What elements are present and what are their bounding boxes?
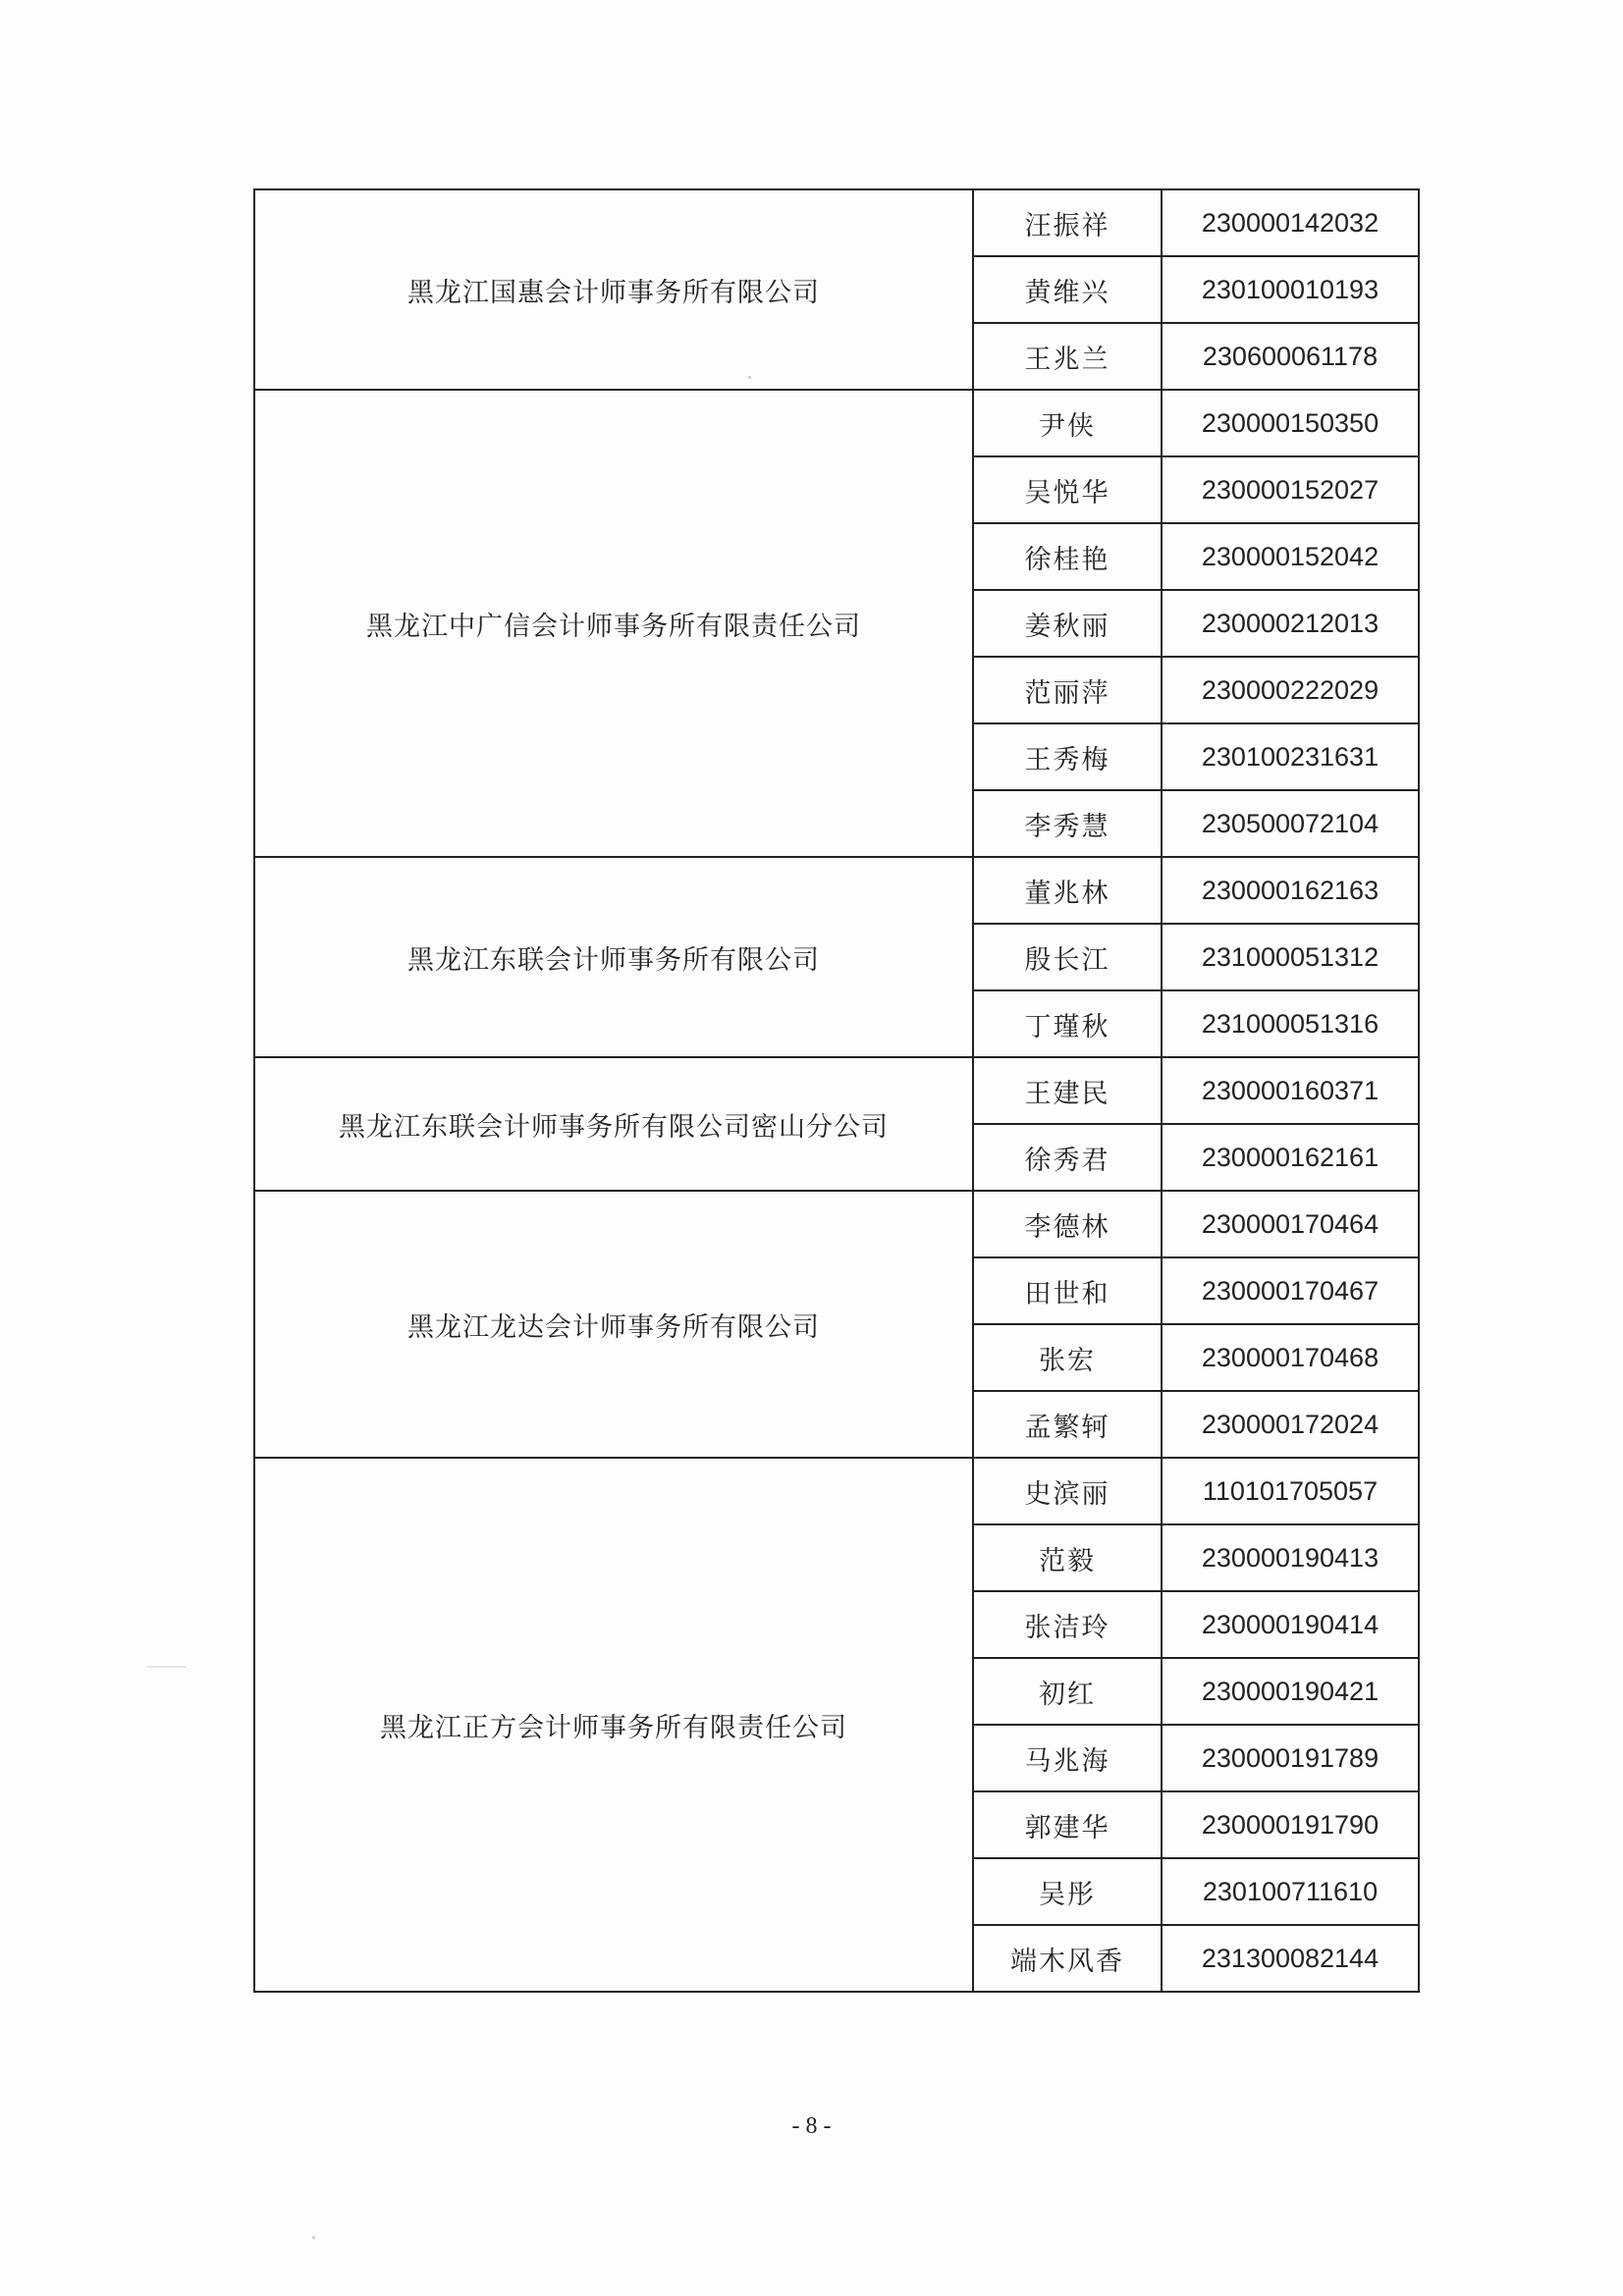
table-row	[254, 1458, 1419, 1524]
certificate-number-cell: 230100010193	[1162, 256, 1419, 323]
certificate-number-cell: 230100231631	[1162, 723, 1419, 790]
certificate-number-cell: 230000162163	[1162, 857, 1419, 924]
firm-name-cell: 黑龙江国惠会计师事务所有限公司	[254, 189, 973, 390]
accountant-name-cell: 史滨丽	[973, 1458, 1162, 1524]
accountant-name-cell: 王建民	[973, 1057, 1162, 1124]
accountant-name-cell: 吴悦华	[973, 456, 1162, 523]
firm-name-cell: 黑龙江龙达会计师事务所有限公司	[254, 1191, 973, 1458]
certificate-number-cell: 230000160371	[1162, 1057, 1419, 1124]
table-row	[254, 1191, 1419, 1257]
scan-speck	[748, 376, 751, 379]
certificate-number-cell: 230600061178	[1162, 323, 1419, 390]
certificate-number-cell: 230000162161	[1162, 1124, 1419, 1191]
certificate-number-cell: 231300082144	[1162, 1925, 1419, 1992]
certificate-number-cell: 230000172024	[1162, 1391, 1419, 1458]
accountant-name-cell: 端木风香	[973, 1925, 1162, 1992]
accountant-name-cell: 汪振祥	[973, 189, 1162, 256]
certificate-number-cell: 230000152042	[1162, 523, 1419, 590]
table-row	[254, 1057, 1419, 1124]
certificate-number-cell: 230100711610	[1162, 1858, 1419, 1925]
certificate-number-cell: 231000051312	[1162, 924, 1419, 990]
certificate-number-cell: 230000222029	[1162, 657, 1419, 723]
accountant-name-cell: 郭建华	[973, 1791, 1162, 1858]
accountant-name-cell: 王秀梅	[973, 723, 1162, 790]
accountant-name-cell: 董兆林	[973, 857, 1162, 924]
certificate-number-cell: 230000170467	[1162, 1257, 1419, 1324]
certificate-number-cell: 230000191789	[1162, 1725, 1419, 1791]
firm-name-cell: 黑龙江中广信会计师事务所有限责任公司	[254, 390, 973, 857]
certificate-number-cell: 230000152027	[1162, 456, 1419, 523]
accountant-name-cell: 初红	[973, 1658, 1162, 1725]
page-number: - 8 -	[791, 2113, 832, 2139]
accountant-name-cell: 马兆海	[973, 1725, 1162, 1791]
accountant-name-cell: 王兆兰	[973, 323, 1162, 390]
firm-name-cell: 黑龙江东联会计师事务所有限公司密山分公司	[254, 1057, 973, 1191]
accountant-name-cell: 徐秀君	[973, 1124, 1162, 1191]
table-row	[254, 390, 1419, 456]
accountant-name-cell: 孟繁轲	[973, 1391, 1162, 1458]
accountant-name-cell: 吴彤	[973, 1858, 1162, 1925]
accountant-name-cell: 范丽萍	[973, 657, 1162, 723]
accountant-name-cell: 徐桂艳	[973, 523, 1162, 590]
accountant-name-cell: 尹侠	[973, 390, 1162, 456]
certificate-number-cell: 230000142032	[1162, 189, 1419, 256]
certificate-number-cell: 230500072104	[1162, 790, 1419, 857]
accountant-name-cell: 殷长江	[973, 924, 1162, 990]
accountant-name-cell: 张宏	[973, 1324, 1162, 1391]
firm-name-cell: 黑龙江东联会计师事务所有限公司	[254, 857, 973, 1057]
accountant-name-cell: 李秀慧	[973, 790, 1162, 857]
accountant-name-cell: 姜秋丽	[973, 590, 1162, 657]
accountant-name-cell: 黄维兴	[973, 256, 1162, 323]
scan-speck	[147, 1666, 187, 1668]
accountant-roster-table	[253, 188, 1420, 1993]
accountant-name-cell: 张洁玲	[973, 1591, 1162, 1658]
certificate-number-cell: 231000051316	[1162, 990, 1419, 1057]
scan-speck	[312, 2236, 315, 2239]
accountant-name-cell: 范毅	[973, 1524, 1162, 1591]
certificate-number-cell: 230000190414	[1162, 1591, 1419, 1658]
certificate-number-cell: 230000190413	[1162, 1524, 1419, 1591]
table-row	[254, 189, 1419, 256]
firm-name-cell: 黑龙江正方会计师事务所有限责任公司	[254, 1458, 973, 1992]
accountant-name-cell: 李德林	[973, 1191, 1162, 1257]
certificate-number-cell: 230000191790	[1162, 1791, 1419, 1858]
certificate-number-cell: 230000150350	[1162, 390, 1419, 456]
accountant-name-cell: 丁瑾秋	[973, 990, 1162, 1057]
certificate-number-cell: 230000170468	[1162, 1324, 1419, 1391]
certificate-number-cell: 230000212013	[1162, 590, 1419, 657]
certificate-number-cell: 230000170464	[1162, 1191, 1419, 1257]
table-row	[254, 857, 1419, 924]
certificate-number-cell: 110101705057	[1162, 1458, 1419, 1524]
accountant-name-cell: 田世和	[973, 1257, 1162, 1324]
certificate-number-cell: 230000190421	[1162, 1658, 1419, 1725]
